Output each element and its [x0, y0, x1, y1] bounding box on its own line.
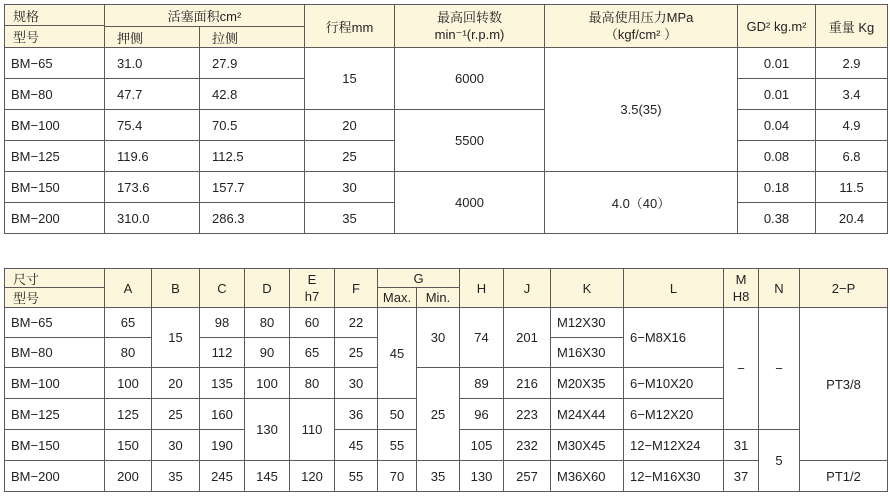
col-g-max-header: Max. [378, 288, 417, 308]
g-max-cell: 55 [378, 430, 417, 461]
j-cell: 223 [504, 399, 551, 430]
model-cell: BM−80 [5, 79, 105, 110]
f-cell: 30 [335, 368, 378, 399]
gd2-cell: 0.08 [738, 141, 816, 172]
col-p-header: 2−P [800, 269, 888, 308]
pull-cell: 286.3 [200, 203, 305, 234]
col-l-header: L [624, 269, 724, 308]
e-cell: 110 [290, 399, 335, 461]
col-e-line2: h7 [304, 289, 320, 304]
f-cell: 55 [335, 461, 378, 492]
k-cell: M20X35 [551, 368, 624, 399]
weight-cell: 2.9 [816, 48, 888, 79]
gd2-header: GD² kg.m² [738, 5, 816, 48]
max-speed-line1: 最高回转数 [437, 10, 503, 25]
push-cell: 173.6 [105, 172, 200, 203]
g-max-cell: 70 [378, 461, 417, 492]
corner-top-label: 尺寸 [5, 269, 104, 288]
d-cell: 130 [245, 399, 290, 461]
pull-cell: 70.5 [200, 110, 305, 141]
c-cell: 245 [200, 461, 245, 492]
col-m-line1: M [735, 272, 747, 287]
k-cell: M24X44 [551, 399, 624, 430]
col-j-header: J [504, 269, 551, 308]
model-cell: BM−150 [5, 172, 105, 203]
c-cell: 135 [200, 368, 245, 399]
table-row [5, 172, 888, 203]
pull-cell: 157.7 [200, 172, 305, 203]
gd2-cell: 0.01 [738, 79, 816, 110]
weight-cell: 4.9 [816, 110, 888, 141]
model-cell: BM−125 [5, 141, 105, 172]
p-cell: PT1/2 [800, 461, 888, 492]
gd2-cell: 0.38 [738, 203, 816, 234]
push-cell: 47.7 [105, 79, 200, 110]
max-speed-header [395, 5, 545, 48]
l-cell: 6−M8X16 [624, 308, 724, 368]
f-cell: 25 [335, 338, 378, 368]
pressure-cell: 3.5(35) [545, 48, 738, 172]
g-max-cell: 50 [378, 399, 417, 430]
f-cell: 22 [335, 308, 378, 338]
h-cell: 130 [460, 461, 504, 492]
c-cell: 98 [200, 308, 245, 338]
col-f-header: F [335, 269, 378, 308]
col-d-header: D [245, 269, 290, 308]
j-cell: 257 [504, 461, 551, 492]
table-row [5, 48, 888, 79]
stroke-cell: 20 [305, 110, 395, 141]
g-min-cell: 25 [417, 368, 460, 461]
l-cell: 6−M10X20 [624, 368, 724, 399]
k-cell: M30X45 [551, 430, 624, 461]
col-m-line2: H8 [732, 289, 750, 304]
n-cell: − [759, 308, 800, 430]
speed-cell: 5500 [395, 110, 545, 172]
col-e-header [290, 269, 335, 308]
l-cell: 6−M12X20 [624, 399, 724, 430]
e-cell: 60 [290, 308, 335, 338]
push-cell: 75.4 [105, 110, 200, 141]
f-cell: 45 [335, 430, 378, 461]
model-cell: BM−150 [5, 430, 105, 461]
model-cell: BM−200 [5, 203, 105, 234]
a-cell: 65 [105, 308, 152, 338]
model-cell: BM−65 [5, 308, 105, 338]
a-cell: 200 [105, 461, 152, 492]
n-cell: 5 [759, 430, 800, 492]
max-pressure-line1: 最高使用压力MPa [588, 10, 694, 25]
corner-header [5, 269, 105, 308]
stroke-cell: 15 [305, 48, 395, 110]
weight-cell: 3.4 [816, 79, 888, 110]
k-cell: M16X30 [551, 338, 624, 368]
col-a-header: A [105, 269, 152, 308]
a-cell: 80 [105, 338, 152, 368]
j-cell: 232 [504, 430, 551, 461]
col-b-header: B [152, 269, 200, 308]
k-cell: M36X60 [551, 461, 624, 492]
stroke-header: 行程mm [305, 5, 395, 48]
pull-cell: 27.9 [200, 48, 305, 79]
model-cell: BM−100 [5, 368, 105, 399]
model-cell: BM−65 [5, 48, 105, 79]
b-cell: 30 [152, 430, 200, 461]
model-cell: BM−80 [5, 338, 105, 368]
col-g-header: G [378, 269, 460, 288]
corner-bottom-label: 型号 [13, 291, 40, 306]
l-cell: 12−M12X24 [624, 430, 724, 461]
m-cell: 31 [724, 430, 759, 461]
b-cell: 20 [152, 368, 200, 399]
dimensions-table [4, 268, 888, 492]
weight-cell: 11.5 [816, 172, 888, 203]
col-k-header: K [551, 269, 624, 308]
weight-cell: 6.8 [816, 141, 888, 172]
b-cell: 25 [152, 399, 200, 430]
col-h-header: H [460, 269, 504, 308]
a-cell: 125 [105, 399, 152, 430]
e-cell: 65 [290, 338, 335, 368]
table-row [5, 461, 888, 492]
b-cell: 35 [152, 461, 200, 492]
e-cell: 80 [290, 368, 335, 399]
e-cell: 120 [290, 461, 335, 492]
table-row [5, 110, 888, 141]
corner-header [5, 5, 105, 48]
a-cell: 100 [105, 368, 152, 399]
g-min-cell: 30 [417, 308, 460, 368]
d-cell: 80 [245, 308, 290, 338]
h-cell: 89 [460, 368, 504, 399]
m-cell: − [724, 308, 759, 430]
g-min-cell: 35 [417, 461, 460, 492]
col-c-header: C [200, 269, 245, 308]
stroke-cell: 35 [305, 203, 395, 234]
pressure-cell: 4.0（40） [545, 172, 738, 234]
col-e-line1: E [307, 272, 317, 287]
piston-area-header: 活塞面积cm² [105, 5, 305, 27]
j-cell: 216 [504, 368, 551, 399]
c-cell: 190 [200, 430, 245, 461]
push-side-header: 押侧 [105, 27, 200, 48]
corner-top-label: 规格 [5, 5, 104, 26]
weight-cell: 20.4 [816, 203, 888, 234]
b-cell: 15 [152, 308, 200, 368]
col-g-min-header: Min. [417, 288, 460, 308]
model-cell: BM−125 [5, 399, 105, 430]
d-cell: 100 [245, 368, 290, 399]
model-cell: BM−200 [5, 461, 105, 492]
c-cell: 112 [200, 338, 245, 368]
push-cell: 119.6 [105, 141, 200, 172]
speed-cell: 4000 [395, 172, 545, 234]
gd2-cell: 0.04 [738, 110, 816, 141]
gd2-cell: 0.18 [738, 172, 816, 203]
max-pressure-header [545, 5, 738, 48]
weight-header: 重量 Kg [816, 5, 888, 48]
f-cell: 36 [335, 399, 378, 430]
h-cell: 105 [460, 430, 504, 461]
speed-cell: 6000 [395, 48, 545, 110]
p-cell: PT3/8 [800, 308, 888, 461]
h-cell: 74 [460, 308, 504, 368]
pull-cell: 112.5 [200, 141, 305, 172]
h-cell: 96 [460, 399, 504, 430]
stroke-cell: 25 [305, 141, 395, 172]
d-cell: 90 [245, 338, 290, 368]
pull-cell: 42.8 [200, 79, 305, 110]
specs-table [4, 4, 888, 234]
gd2-cell: 0.01 [738, 48, 816, 79]
l-cell: 12−M16X30 [624, 461, 724, 492]
stroke-cell: 30 [305, 172, 395, 203]
col-m-header [724, 269, 759, 308]
g-max-cell: 45 [378, 308, 417, 399]
pull-side-header: 拉侧 [200, 27, 305, 48]
j-cell: 201 [504, 308, 551, 368]
corner-bottom-label: 型号 [13, 30, 40, 45]
d-cell: 145 [245, 461, 290, 492]
col-n-header: N [759, 269, 800, 308]
c-cell: 160 [200, 399, 245, 430]
push-cell: 310.0 [105, 203, 200, 234]
model-cell: BM−100 [5, 110, 105, 141]
max-speed-line2: min⁻¹(r.p.m) [434, 27, 505, 42]
table-row [5, 308, 888, 338]
m-cell: 37 [724, 461, 759, 492]
max-pressure-line2: （kgf/cm² ） [604, 27, 678, 42]
a-cell: 150 [105, 430, 152, 461]
k-cell: M12X30 [551, 308, 624, 338]
push-cell: 31.0 [105, 48, 200, 79]
